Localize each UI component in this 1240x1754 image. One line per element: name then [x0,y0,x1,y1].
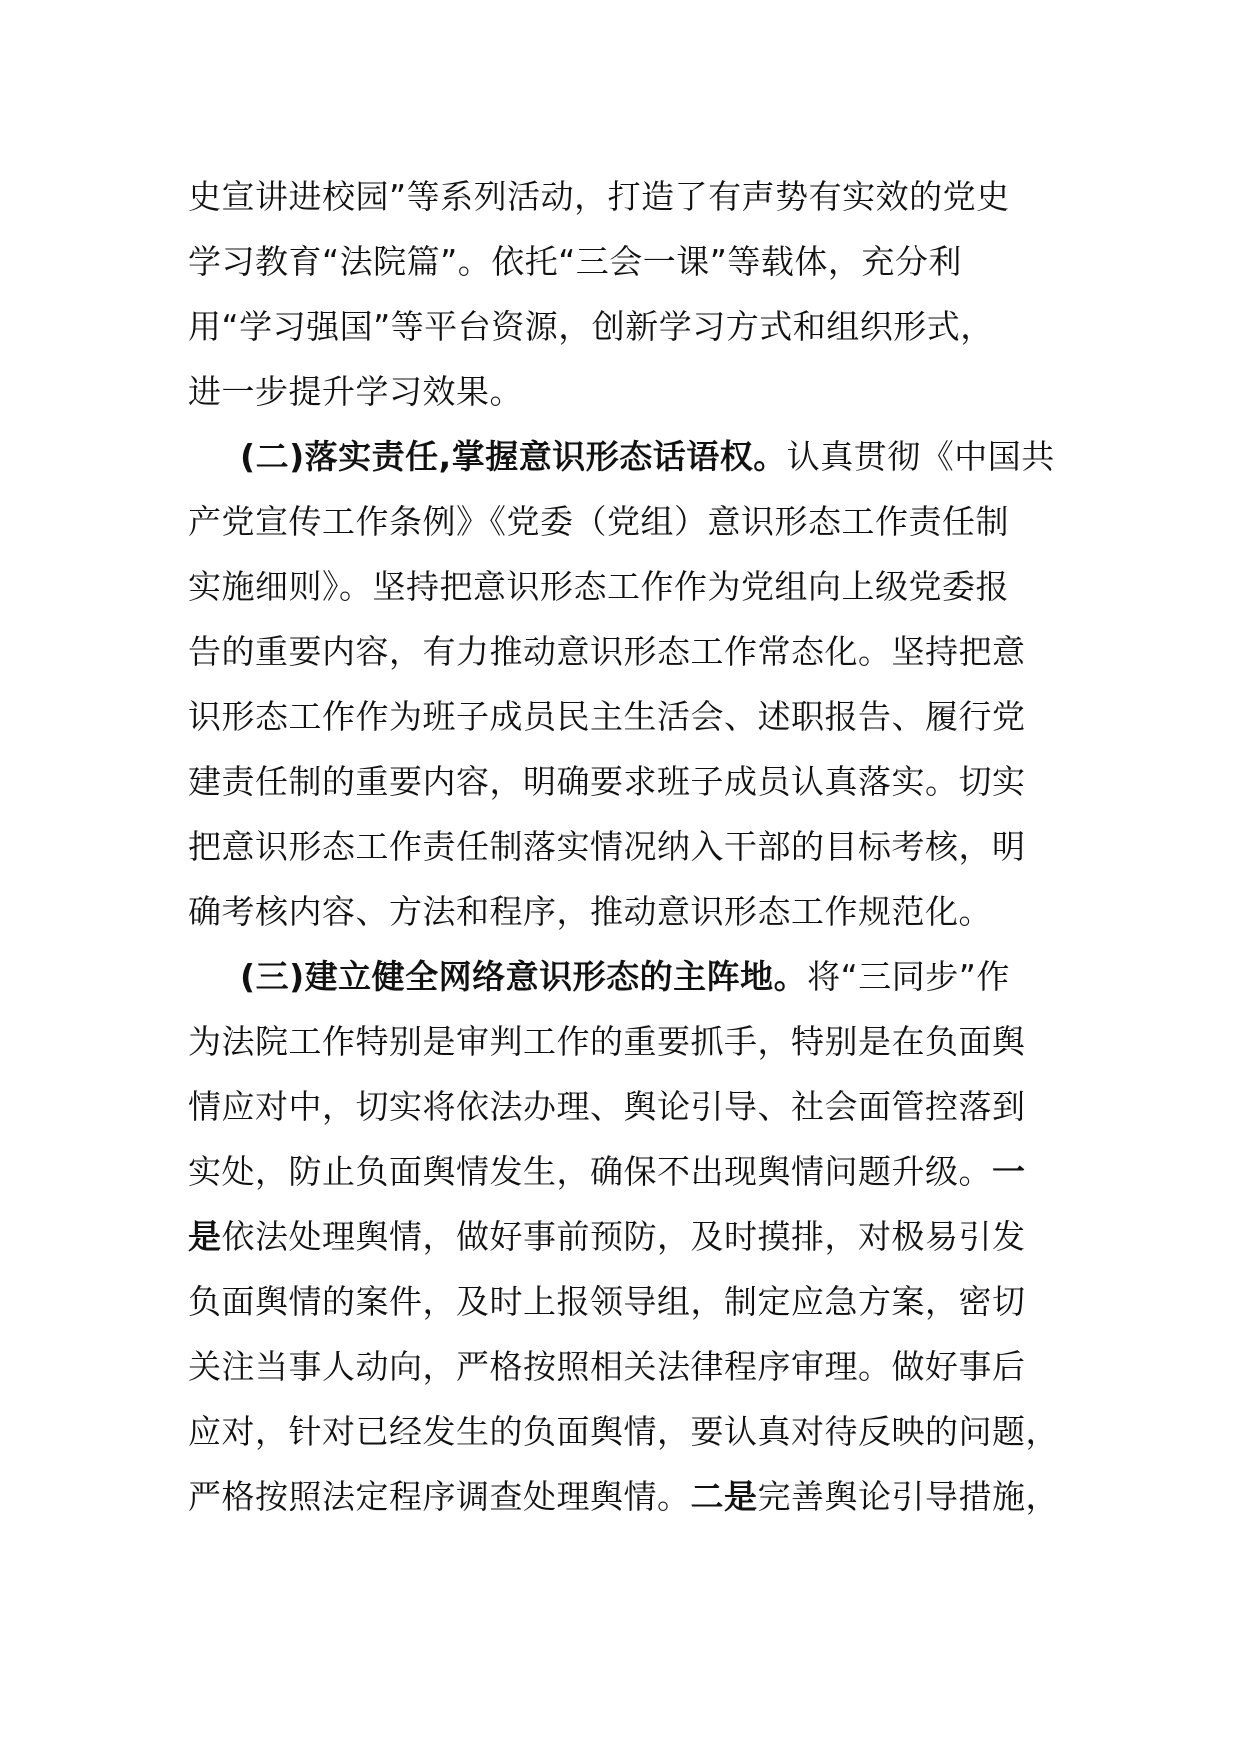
text-line [188,1464,1068,1529]
text-line [188,684,1068,749]
text-run: 认真贯彻《中国共 [786,437,1055,476]
text-line [188,814,1068,879]
text-run: 告的重要内容，有力推动意识形态工作常态化。坚持把意 [188,632,1026,671]
text-run: 将“三同步”作 [807,957,1010,996]
text-run: 为法院工作特别是审判工作的重要抓手，特别是在负面舆 [188,1022,1026,1061]
text-line [188,554,1068,619]
text-line [188,1204,1068,1269]
text-run: 用“学习强国”等平台资源，创新学习方式和组织形式， [188,307,994,346]
text-line [188,1334,1068,1399]
paragraph-heading-line [188,944,1068,1009]
text-run: 进一步提升学习效果。 [188,372,523,411]
text-line [188,1139,1068,1204]
text-line [188,619,1068,684]
text-line [188,1074,1068,1139]
text-line [188,749,1068,814]
text-run: 识形态工作作为班子成员民主生活会、述职报告、履行党 [188,697,1026,736]
text-run: 产党宣传工作条例》《党委（党组）意识形态工作责任制 [188,502,1009,541]
text-run: 负面舆情的案件，及时上报领导组，制定应急方案，密切 [188,1282,1026,1321]
bold-text-run: 一 [992,1152,1026,1191]
bold-text-run: (二)落实责任,掌握意识形态话语权。 [240,437,787,476]
bold-text-run: 是 [188,1217,222,1256]
paragraph-heading-line [188,424,1068,489]
bold-text-run: (三)建立健全网络意识形态的主阵地。 [240,957,808,996]
text-line [188,359,1068,424]
text-line [188,229,1068,294]
bold-text-run: 二是 [690,1477,758,1516]
text-line [188,1269,1068,1334]
text-run: 史宣讲进校园”等系列活动，打造了有声势有实效的党史 [188,177,1010,216]
text-line [188,879,1068,944]
text-line [188,1009,1068,1074]
text-run: 建责任制的重要内容，明确要求班子成员认真落实。切实 [188,762,1026,801]
text-run: 情应对中，切实将依法办理、舆论引导、社会面管控落到 [188,1087,1026,1126]
text-run: 关注当事人动向，严格按照相关法律程序审理。做好事后 [188,1347,1026,1386]
text-run: 严格按照法定程序调查处理舆情。 [188,1477,691,1516]
document-body [188,164,1068,1529]
text-line [188,294,1068,359]
text-line [188,164,1068,229]
text-run: 确考核内容、方法和程序，推动意识形态工作规范化。 [188,892,992,931]
text-run: 实施细则》。坚持把意识形态工作作为党组向上级党委报 [188,567,1009,606]
text-line [188,1399,1068,1464]
text-run: 把意识形态工作责任制落实情况纳入干部的目标考核，明 [188,827,1026,866]
text-run: 依法处理舆情，做好事前预防，及时摸排，对极易引发 [221,1217,1026,1256]
text-run: 实处，防止负面舆情发生，确保不出现舆情问题升级。 [188,1152,992,1191]
text-run: 完善舆论引导措施， [757,1477,1059,1516]
text-run: 学习教育“法院篇”。依托“三会一课”等载体，充分利 [188,242,962,281]
text-line [188,489,1068,554]
text-run: 应对，针对已经发生的负面舆情，要认真对待反映的问题， [188,1412,1059,1451]
